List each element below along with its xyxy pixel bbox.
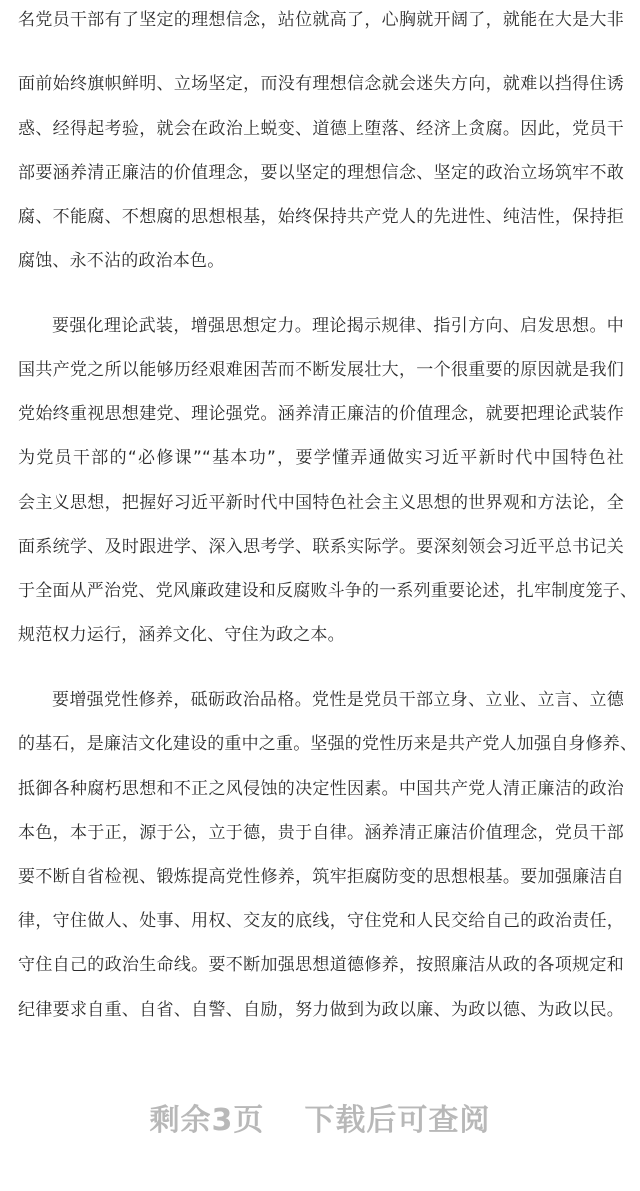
text-line: 于全面从严治党、党风廉政建设和反腐败斗争的一系列重要论述，扎牢制度笼子、 — [18, 581, 638, 601]
text-line: 守住自己的政治生命线。要不断加强思想道德修养，按照廉洁从政的各项规定和 — [18, 955, 624, 975]
text-line: 抵御各种腐朽思想和不正之风侵蚀的决定性因素。中国共产党人清正廉洁的政治 — [18, 779, 624, 799]
text-line: 律，守住做人、处事、用权、交友的底线，守住党和人民交给自己的政治责任， — [18, 911, 624, 931]
download-to-view-label: 下载后可查阅 — [304, 1103, 491, 1138]
text-line: 要不断自省检视、锻炼提高党性修养，筑牢拒腐防变的思想根基。要加强廉洁自 — [18, 867, 624, 887]
text-line: 党始终重视思想建党、理论强党。涵养清正廉洁的价值理念，就要把理论武装作 — [18, 404, 624, 424]
text-line: 部要涵养清正廉洁的价值理念，要以坚定的理想信念、坚定的政治立场筑牢不敢 — [18, 163, 624, 183]
text-line: 腐、不能腐、不想腐的思想根基，始终保持共产党人的先进性、纯洁性，保持拒 — [18, 207, 624, 227]
text-line: 要增强党性修养，砥砺政治品格。党性是党员干部立身、立业、立言、立德 — [52, 690, 624, 710]
text-line: 本色，本于正，源于公，立于德，贵于自律。涵养清正廉洁价值理念，党员干部 — [18, 823, 624, 843]
text-line: 的基石，是廉洁文化建设的重中之重。坚强的党性历来是共产党人加强自身修养、 — [18, 734, 638, 754]
text-line: 为党员干部的“必修课”“基本功”，要学懂弄通做实习近平新时代中国特色社 — [18, 448, 624, 468]
text-line: 国共产党之所以能够历经艰难困苦而不断发展壮大，一个很重要的原因就是我们 — [18, 360, 624, 380]
text-line: 名党员干部有了坚定的理想信念，站位就高了，心胸就开阔了，就能在大是大非 — [18, 10, 624, 30]
text-line: 会主义思想，把握好习近平新时代中国特色社会主义思想的世界观和方法论，全 — [18, 493, 624, 513]
text-line: 面系统学、及时跟进学、深入思考学、联系实际学。要深刻领会习近平总书记关 — [18, 537, 624, 557]
text-line: 面前始终旗帜鲜明、立场坚定，而没有理想信念就会迷失方向，就难以挡得住诱 — [18, 74, 624, 94]
text-line: 腐蚀、永不沾的政治本色。 — [18, 251, 225, 271]
text-line: 要强化理论武装，增强思想定力。理论揭示规律、指引方向、启发思想。中 — [52, 316, 624, 336]
text-line: 纪律要求自重、自省、自警、自励，努力做到为政以廉、为政以德、为政以民。 — [18, 1000, 624, 1020]
text-line: 惑、经得起考验，就会在政治上蜕变、道德上堕落、经济上贪腐。因此，党员干 — [18, 119, 624, 139]
text-line: 规范权力运行，涵养文化、守住为政之本。 — [18, 625, 345, 645]
remaining-pages-label: 剩余3页 — [149, 1103, 265, 1138]
download-prompt[interactable] — [0, 1099, 640, 1143]
